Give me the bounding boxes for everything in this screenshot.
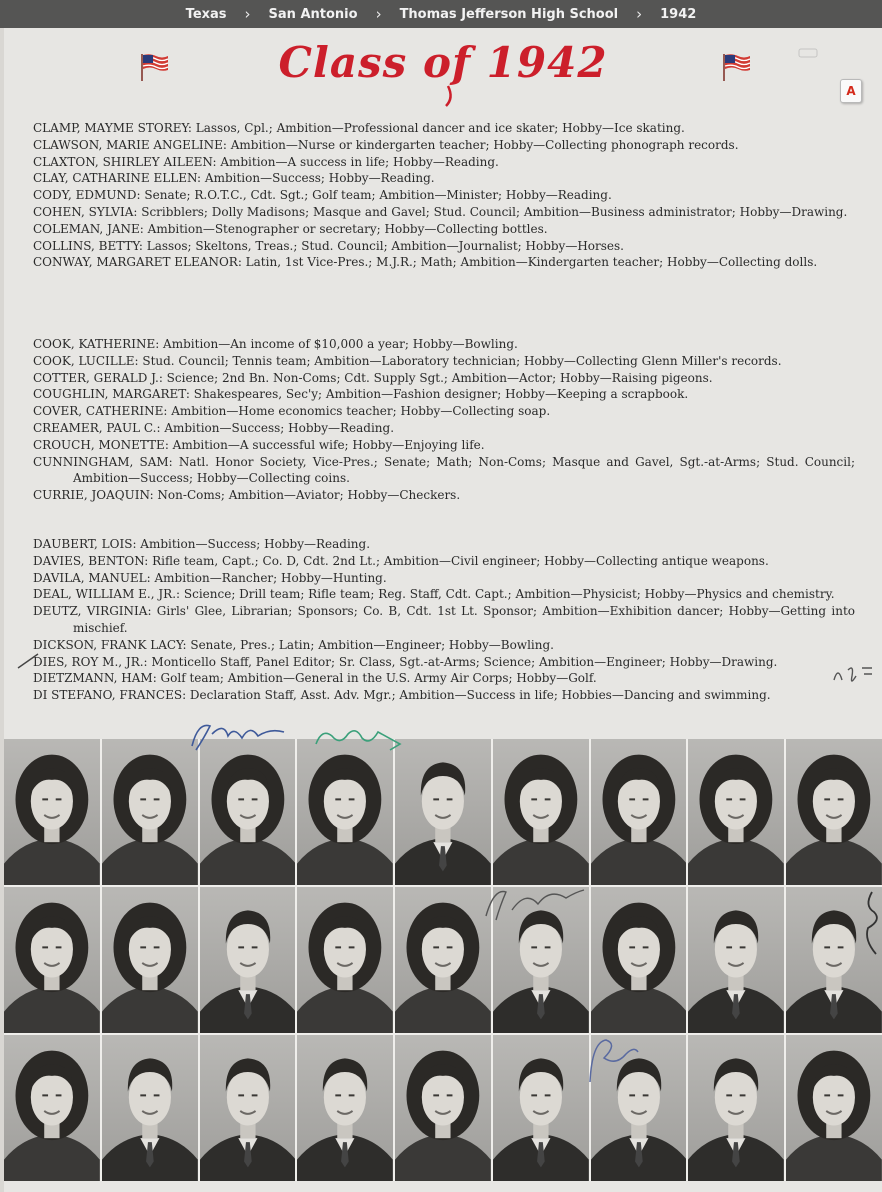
student-entry: CLAY, CATHARINE ELLEN: Ambition—Success; Hobby—Reading. [33,171,435,186]
student-portrait [395,1035,491,1181]
student-portrait [786,739,882,885]
student-list [33,536,855,704]
student-entry: COHEN, SYLVIA: Scribblers; Dolly Madisons; Masque and Gavel; Stud. Council; Ambition—Business administrator; Hobby—Drawing. [33,204,848,219]
student-entry: DEAL, WILLIAM E., JR.: Science; Drill team; Rifle team; Reg. Staff, Cdt. Capt.; Ambition—Physicist; Hobby—Physics and chemistry. [33,587,835,602]
student-entry: CLAMP, MAYME STOREY: Lassos, Cpl.; Ambition—Professional dancer and ice skater; Hobby—Ice skating. [33,121,685,135]
student-entry: COOK, KATHERINE: Ambition—An income of $10,000 a year; Hobby—Bowling. [33,337,518,351]
student-list [33,120,855,271]
student-portrait [297,1035,393,1181]
student-entry: CREAMER, PAUL C.: Ambition—Success; Hobby—Reading. [33,420,395,435]
student-portrait [4,1035,100,1181]
student-portrait [4,739,100,885]
student-entry: COTTER, GERALD J.: Science; 2nd Bn. Non-Coms; Cdt. Supply Sgt.; Ambition—Actor; Hobby—Raising pigeons. [33,370,713,385]
yearbook-page [4,28,882,1192]
student-portrait [591,739,687,885]
student-portrait [786,1035,882,1181]
student-portrait [200,1035,296,1181]
comment-icon [798,48,818,60]
student-entry: CURRIE, JOAQUIN: Non-Coms; Ambition—Aviator; Hobby—Checkers. [33,488,461,503]
student-entry: COLEMAN, JANE: Ambition—Stenographer or secretary; Hobby—Collecting bottles. [33,221,548,236]
student-portrait [688,739,784,885]
page-title: Class of 1942 [278,38,608,87]
student-entry: DEUTZ, VIRGINIA: Girls' Glee, Librarian; Sponsors; Co. B, Cdt. 1st Lt. Sponsor; Ambition—Exhibition dancer; Hobby—Getting into mischief. [33,604,855,635]
student-entry: DIES, ROY M., JR.: Monticello Staff, Panel Editor; Sr. Class, Sgt.-at-Arms; Science; Ambition—Engineer; Hobby—Drawing. [33,654,778,669]
title-flourish [308,84,588,108]
breadcrumb-item-year[interactable]: 1942 [660,6,697,22]
student-entry: CUNNINGHAM, SAM: Natl. Honor Society, Vice-Pres.; Senate; Math; Non-Coms; Masque and Gavel, Sgt.-at-Arms; Stud. Council; Ambition—Success; Hobby—Collecting coins. [33,454,855,486]
student-entry: COOK, LUCILLE: Stud. Council; Tennis team; Ambition—Laboratory technician; Hobby—Collecting Glenn Miller's records. [33,353,782,368]
student-portrait [395,739,491,885]
student-entry: COVER, CATHERINE: Ambition—Home economics teacher; Hobby—Collecting soap. [33,404,551,419]
student-portrait [200,887,296,1033]
student-portrait [200,739,296,885]
student-portrait [297,739,393,885]
student-entry: COUGHLIN, MARGARET: Shakespeares, Sec'y; Ambition—Fashion designer; Hobby—Keeping a scrapbook. [33,387,689,402]
breadcrumb-separator: › [636,5,643,23]
student-portrait [493,887,589,1033]
student-portrait [4,887,100,1033]
breadcrumb-bar [0,0,882,28]
student-portrait [786,887,882,1033]
student-entry: COLLINS, BETTY: Lassos; Skeltons, Treas.; Stud. Council; Ambition—Journalist; Hobby—Horses. [33,238,624,253]
student-entry: CONWAY, MARGARET ELEANOR: Latin, 1st Vice-Pres.; M.J.R.; Math; Ambition—Kindergarten teacher; Hobby—Collecting dolls. [33,255,818,270]
breadcrumb-separator: › [244,5,251,23]
student-entry: DAVIES, BENTON: Rifle team, Capt.; Co. D, Cdt. 2nd Lt.; Ambition—Civil engineer; Hobby—Collecting antique weapons. [33,553,769,568]
portrait-grid [4,739,882,1181]
student-portrait [297,887,393,1033]
student-entry: CLAXTON, SHIRLEY AILEEN: Ambition—A success in life; Hobby—Reading. [33,154,499,169]
breadcrumb-item-city[interactable]: San Antonio [268,6,358,22]
breadcrumb-item-state[interactable]: Texas [185,6,227,22]
student-portrait [591,1035,687,1181]
student-list [33,336,855,504]
student-portrait [493,1035,589,1181]
student-entry: DICKSON, FRANK LACY: Senate, Pres.; Latin; Ambition—Engineer; Hobby—Bowling. [33,637,554,652]
breadcrumb-separator: › [375,5,382,23]
breadcrumb-item-school[interactable]: Thomas Jefferson High School [399,6,619,22]
student-portrait [102,1035,198,1181]
student-entry: CLAWSON, MARIE ANGELINE: Ambition—Nurse or kindergarten teacher; Hobby—Collecting phonograph records. [33,137,739,152]
student-entry: DI STEFANO, FRANCES: Declaration Staff, Asst. Adv. Mgr.; Ambition—Success in life; Hobbies—Dancing and swimming. [33,688,771,703]
student-entry: DAVILA, MANUEL: Ambition—Rancher; Hobby—Hunting. [33,570,387,585]
student-portrait [102,887,198,1033]
student-entry: DIETZMANN, HAM: Golf team; Ambition—General in the U.S. Army Air Corps; Hobby—Golf. [33,671,597,686]
student-portrait [395,887,491,1033]
student-entry: CROUCH, MONETTE: Ambition—A successful wife; Hobby—Enjoying life. [33,437,485,452]
student-entry: CODY, EDMUND: Senate; R.O.T.C., Cdt. Sgt.; Golf team; Ambition—Minister; Hobby—Reading. [33,188,612,203]
student-portrait [591,887,687,1033]
student-portrait [493,739,589,885]
student-portrait [688,1035,784,1181]
student-portrait [688,887,784,1033]
student-portrait [102,739,198,885]
pdf-button[interactable]: A [840,79,862,103]
student-entry: DAUBERT, LOIS: Ambition—Success; Hobby—Reading. [33,537,371,551]
